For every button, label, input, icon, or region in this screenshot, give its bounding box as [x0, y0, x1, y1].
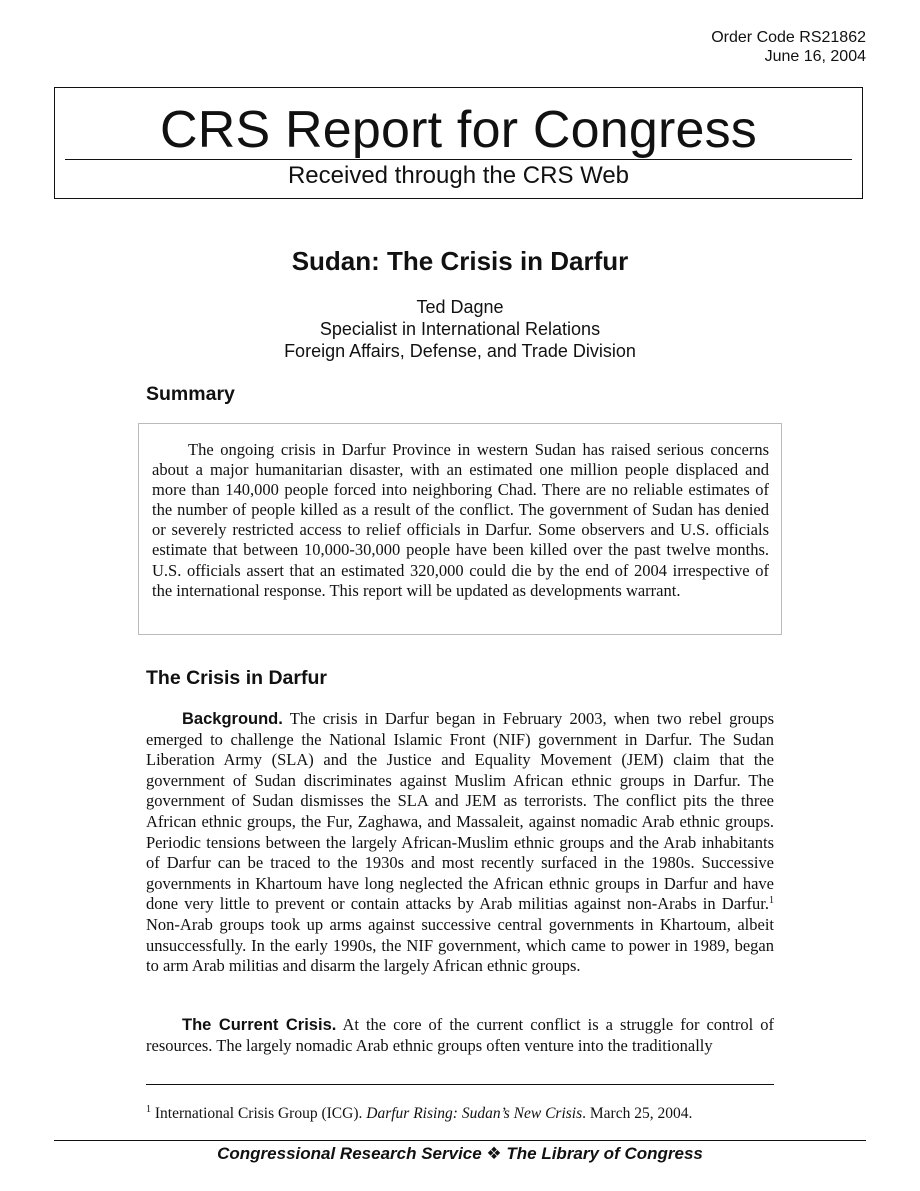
summary-box: [138, 423, 782, 635]
background-label: Background.: [182, 710, 283, 728]
masthead-rule: [65, 159, 852, 160]
current-crisis-label: The Current Crisis.: [182, 1016, 337, 1034]
masthead-subtitle: Received through the CRS Web: [287, 162, 630, 189]
footnote: [146, 1104, 806, 1123]
background-text-part2: Non-Arab groups took up arms against successive central governments in Khartoum, albeit unsuccessfully. In the early 1990s, the NIF government, which came to power in 1989, began to arm Arab militias and disarm the largely African ethnic groups.: [146, 914, 774, 976]
author-role: Specialist in International Relations: [319, 319, 601, 339]
summary-text: The ongoing crisis in Darfur Province in western Sudan has raised serious concerns about a major humanitarian disaster, with an estimated one million people displaced and more than 140,000 people forced into neighboring Chad. There are no reliable estimates of the number of people killed as a result of the conflict. The government of Sudan has denied or severely restricted access to relief officials in Darfur. Some observers and U.S. officials estimate that between 10,000-30,000 people have been killed over the past twelve months. U.S. officials assert that an estimated 320,000 could die by the end of 2004 irrespective of the international response. This report will be updated as developments warrant.: [152, 440, 769, 600]
footer-rule: [54, 1140, 866, 1141]
masthead-title: CRS Report for Congress: [159, 101, 758, 159]
masthead: [54, 87, 863, 199]
footnote-reference[interactable]: 1: [769, 895, 774, 907]
order-code: Order Code RS21862: [711, 29, 866, 46]
current-crisis-text: At the core of the current conflict is a struggle for control of resources. The largely nomadic Arab ethnic groups often venture into the traditionally: [146, 1015, 774, 1055]
report-title: Sudan: The Crisis in Darfur: [291, 246, 629, 276]
current-crisis-paragraph: [146, 1015, 774, 1056]
page-footer: Congressional Research Service ❖ The Library of Congress: [217, 1144, 703, 1163]
background-paragraph: [146, 709, 774, 977]
section-heading: The Crisis in Darfur: [146, 667, 327, 689]
footnote-title: Darfur Rising: Sudan’s New Crisis: [366, 1105, 583, 1122]
summary-heading: Summary: [146, 383, 235, 405]
report-date: June 16, 2004: [764, 48, 866, 65]
author-block: [0, 296, 920, 362]
footnote-text-before: International Crisis Group (ICG).: [151, 1105, 367, 1122]
footnote-rule: [146, 1084, 774, 1085]
author-name: Ted Dagne: [416, 297, 504, 317]
footnote-text-after: . March 25, 2004.: [582, 1105, 693, 1122]
order-code-block: [711, 28, 866, 66]
background-text-part1: The crisis in Darfur began in February 2003, when two rebel groups emerged to challenge the National Islamic Front (NIF) government in Darfur. The Sudan Liberation Army (SLA) and the Justice and Equality Movement (JEM) claim that the government of Sudan discriminates against Muslim African ethnic groups in Darfur. The government of Sudan dismisses the SLA and JEM as terrorists. The conflict pits the three African ethnic groups, the Fur, Zaghawa, and Massaleit, against nomadic Arab ethnic groups. Periodic tensions between the largely African-Muslim ethnic groups and the Arab inhabitants of Darfur can be traced to the 1930s and most recently surfaced in the 1980s. Successive governments in Khartoum have long neglected the African ethnic groups in Darfur and have done very little to prevent or contain attacks by Arab militias against non-Arabs in Darfur.: [146, 709, 774, 914]
author-division: Foreign Affairs, Defense, and Trade Division: [284, 341, 636, 361]
footnote-number: 1: [146, 1104, 151, 1115]
